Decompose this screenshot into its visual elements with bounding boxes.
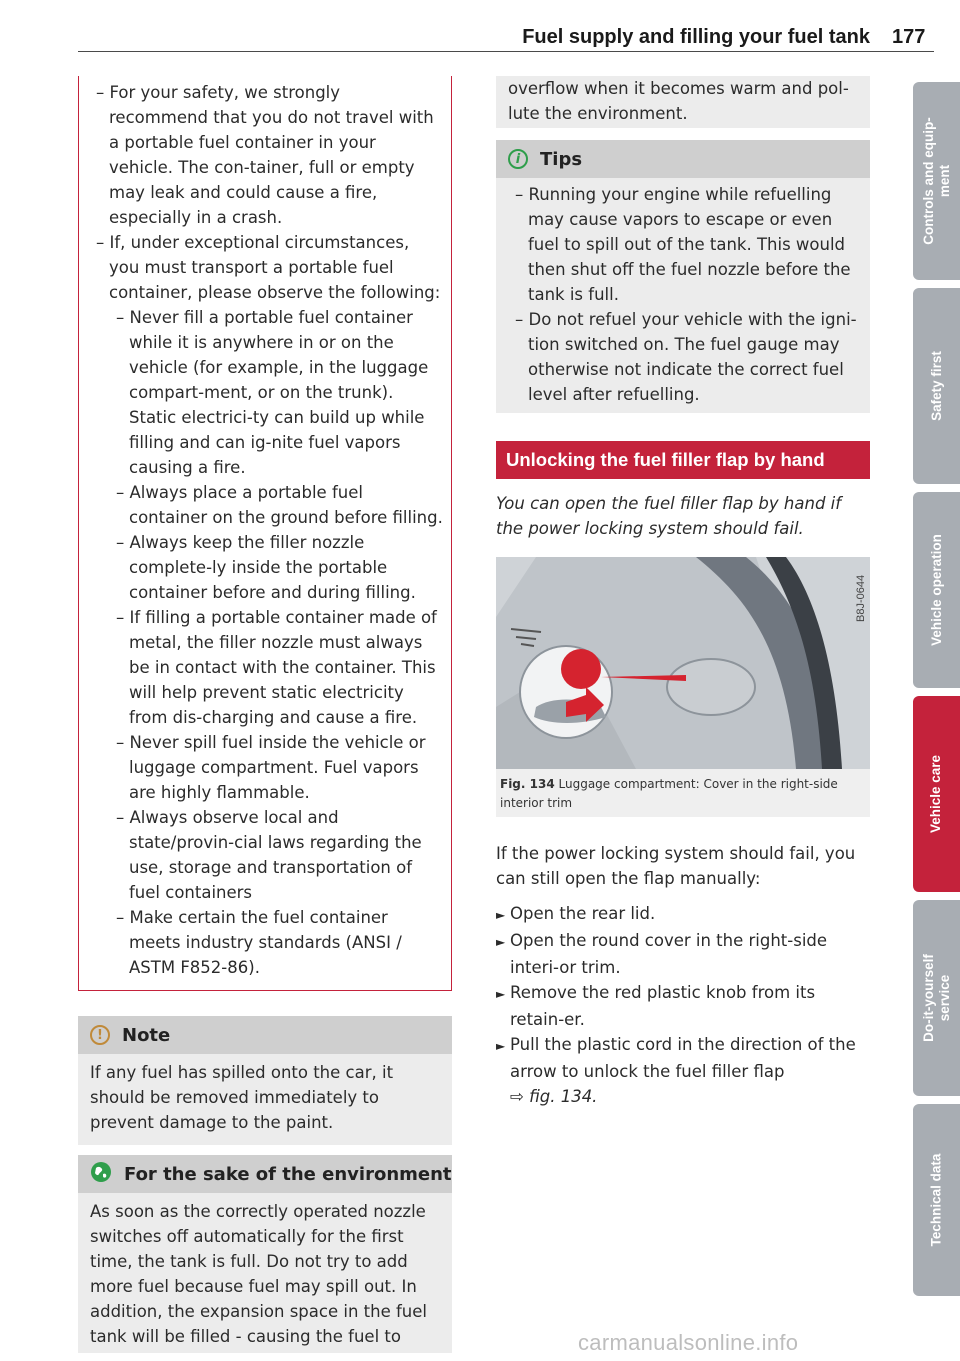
warning-subitem: – Always place a portable fuel container on the ground before filling. xyxy=(116,483,443,527)
exclamation-icon: ! xyxy=(90,1025,110,1045)
step-text: Open the rear lid. xyxy=(510,904,656,923)
bullet-arrow-icon: ► xyxy=(496,1039,506,1053)
step-text: Remove the red plastic knob from its retain-er. xyxy=(510,983,816,1029)
section-body: If the power locking system should fail, you can still open the flap manually: xyxy=(496,844,856,888)
note-title: Note xyxy=(122,1024,171,1046)
warning-subitem: – Make certain the fuel container meets industry standards (ANSI / ASTM F852-86). xyxy=(116,908,402,977)
warning-subitem: – Never fill a portable fuel container while it is anywhere in or on the vehicle (for example, in the luggage compart-ment, or on the trunk). Static electrici-ty can build up while filling and can ig-nite fuel vapors causing a fire. xyxy=(116,308,429,477)
warning-subitem: – Never spill fuel inside the vehicle or luggage compartment. Fuel vapors are highly flammable. xyxy=(116,733,426,802)
warning-item: – If, under exceptional circumstances, you must transport a portable fuel container, please observe the following: xyxy=(96,233,441,302)
warning-subitem: – Always observe local and state/provin-cial laws regarding the use, storage and transportation of fuel containers xyxy=(116,808,422,902)
environment-title: For the sake of the environment xyxy=(124,1163,452,1185)
tab-label: Vehicle operation xyxy=(928,534,944,646)
figure xyxy=(496,557,870,817)
luggage-compartment-illustration xyxy=(496,557,870,769)
step-item xyxy=(496,928,870,980)
note-body: If any fuel has spilled onto the car, it should be removed immediately to prevent damage to the paint. xyxy=(78,1054,452,1145)
globe-icon xyxy=(90,1161,112,1188)
tab-do-it-yourself-service[interactable] xyxy=(913,900,960,1096)
figure-reference-link[interactable]: ⇨ fig. 134. xyxy=(510,1087,598,1106)
step-item xyxy=(496,980,870,1032)
environment-header xyxy=(78,1155,452,1193)
page-number: 177 xyxy=(892,26,926,48)
bullet-arrow-icon: ► xyxy=(496,935,506,949)
tab-label: Vehicle care xyxy=(928,754,944,834)
step-item xyxy=(496,1032,870,1084)
environment-body: As soon as the correctly operated nozzle switches off automatically for the first time, the tank is full. Do not try to add more fuel because fuel may spill out. In addition, the expansion space in the fuel tank will be filled - causing the fuel to xyxy=(78,1193,452,1353)
tips-item: – Running your engine while refuelling may cause vapors to escape or even fuel to spill out of the tank. This would then shut off the fuel nozzle before the tank is full. xyxy=(515,185,851,304)
tab-vehicle-care[interactable] xyxy=(913,696,960,892)
tips-item: – Do not refuel your vehicle with the igni-tion switched on. The fuel gauge may otherwise not indicate the correct fuel level after refuelling. xyxy=(515,310,857,404)
figure-caption-text: Luggage compartment: Cover in the right-side interior trim xyxy=(500,777,838,810)
figure-label: Fig. 134 xyxy=(500,777,555,791)
warning-subitem: – If filling a portable container made of metal, the filler nozzle must always be in contact with the container. This will help prevent static electricity from dis-charging and cause a fire. xyxy=(116,608,437,727)
warning-box xyxy=(78,76,452,991)
warning-item: – For your safety, we strongly recommend that you do not travel with a portable fuel container in your vehicle. The con-tainer, full or empty may leak and could cause a fire, especially in a crash. xyxy=(96,83,434,227)
left-column xyxy=(78,76,452,1353)
tab-label: Technical data xyxy=(928,1153,944,1247)
tips-title: Tips xyxy=(540,148,583,170)
figure-code: B8J-0644 xyxy=(855,574,867,622)
tab-label: Safety first xyxy=(928,351,944,421)
tab-vehicle-operation[interactable] xyxy=(913,492,960,688)
step-text: Open the round cover in the right-side interi-or trim. xyxy=(510,931,828,977)
tab-label: Controls and equip- ment xyxy=(920,117,952,245)
step-text: Pull the plastic cord in the direction of the arrow to unlock the fuel filler flap xyxy=(510,1035,856,1081)
bullet-arrow-icon: ► xyxy=(496,987,506,1001)
warning-subitem: – Always keep the filler nozzle complete-ly inside the portable container before and during filling. xyxy=(116,533,416,602)
running-header-title: Fuel supply and filling your fuel tank xyxy=(522,26,870,48)
right-column xyxy=(496,76,870,1109)
figure-caption xyxy=(496,769,870,817)
info-icon: i xyxy=(508,149,528,169)
watermark: carmanualsonline.info xyxy=(578,1330,799,1355)
tab-safety-first[interactable] xyxy=(913,288,960,484)
note-header xyxy=(78,1016,452,1054)
section-title: Unlocking the fuel filler flap by hand xyxy=(496,441,870,479)
step-item xyxy=(496,901,870,928)
bullet-arrow-icon: ► xyxy=(496,908,506,922)
tab-controls-and-equipment[interactable] xyxy=(913,82,960,280)
environment-continuation: overflow when it becomes warm and pol-lute the environment. xyxy=(496,76,870,128)
section-intro: You can open the fuel filler flap by hand if the power locking system should fail. xyxy=(496,494,842,538)
tab-technical-data[interactable] xyxy=(913,1104,960,1296)
tab-label: Do-it-yourself service xyxy=(920,954,952,1042)
header-rule xyxy=(78,51,934,52)
tips-body xyxy=(496,178,870,413)
tips-header xyxy=(496,140,870,178)
